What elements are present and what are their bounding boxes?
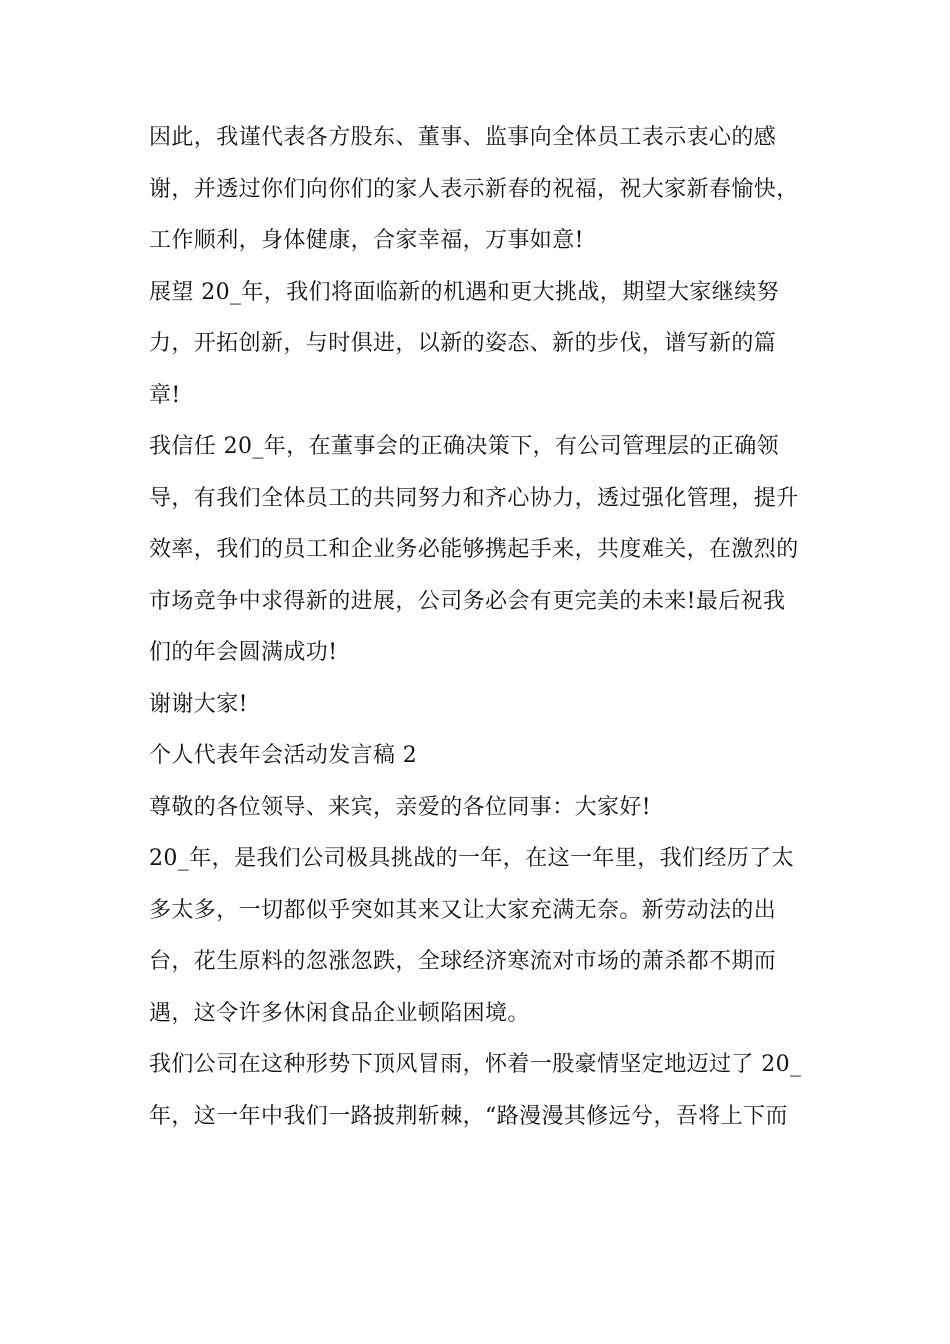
text-line: 20_年，是我们公司极具挑战的一年，在这一年里，我们经历了太 bbox=[149, 846, 794, 871]
text-line: 谢，并透过你们向你们的家人表示新春的祝福，祝大家新春愉快， bbox=[149, 176, 799, 202]
text-line: 我们公司在这种形势下顶风冒雨，怀着一股豪情坚定地迈过了 20_ bbox=[149, 1052, 802, 1077]
text-line: 展望 20_年，我们将面临新的机遇和更大挑战，期望大家继续努 bbox=[149, 279, 779, 305]
text-line: 章! bbox=[149, 382, 181, 408]
text-line: 效率，我们的员工和企业务必能够携起手来，共度难关，在激烈的 bbox=[149, 537, 799, 562]
text-line: 台，花生原料的忽涨忽跌，全球经济寒流对市场的萧杀都不期而 bbox=[149, 949, 777, 974]
text-line: 市场竞争中求得新的进展，公司务必会有更完美的未来!最后祝我 bbox=[149, 588, 786, 614]
text-line: 导，有我们全体员工的共同努力和齐心协力，透过强化管理，提升 bbox=[149, 485, 799, 511]
text-line: 工作顺利，身体健康，合家幸福，万事如意! bbox=[149, 228, 584, 253]
text-line: 因此，我谨代表各方股东、董事、监事向全体员工表示衷心的感 bbox=[149, 125, 777, 150]
text-line: 年，这一年中我们一路披荆斩棘，“路漫漫其修远兮，吾将上下而 bbox=[149, 1103, 788, 1129]
text-line: 多太多，一切都似乎突如其来又让大家充满无奈。新劳动法的出 bbox=[149, 897, 777, 923]
text-line: 遇，这令许多休闲食品企业顿陷困境。 bbox=[149, 1000, 530, 1026]
text-line: 力，开拓创新，与时俱进，以新的姿态、新的步伐，谱写新的篇 bbox=[149, 331, 777, 356]
text-line: 谢谢大家! bbox=[149, 691, 248, 717]
text-line: 们的年会圆满成功! bbox=[149, 640, 338, 665]
section-heading: 个人代表年会活动发言稿 2 bbox=[149, 743, 418, 768]
text-line: 我信任 20_年，在董事会的正确决策下，有公司管理层的正确领 bbox=[149, 434, 779, 459]
salutation-line: 尊敬的各位领导、来宾，亲爱的各位同事：大家好! bbox=[149, 794, 652, 820]
document-body bbox=[149, 112, 809, 1142]
